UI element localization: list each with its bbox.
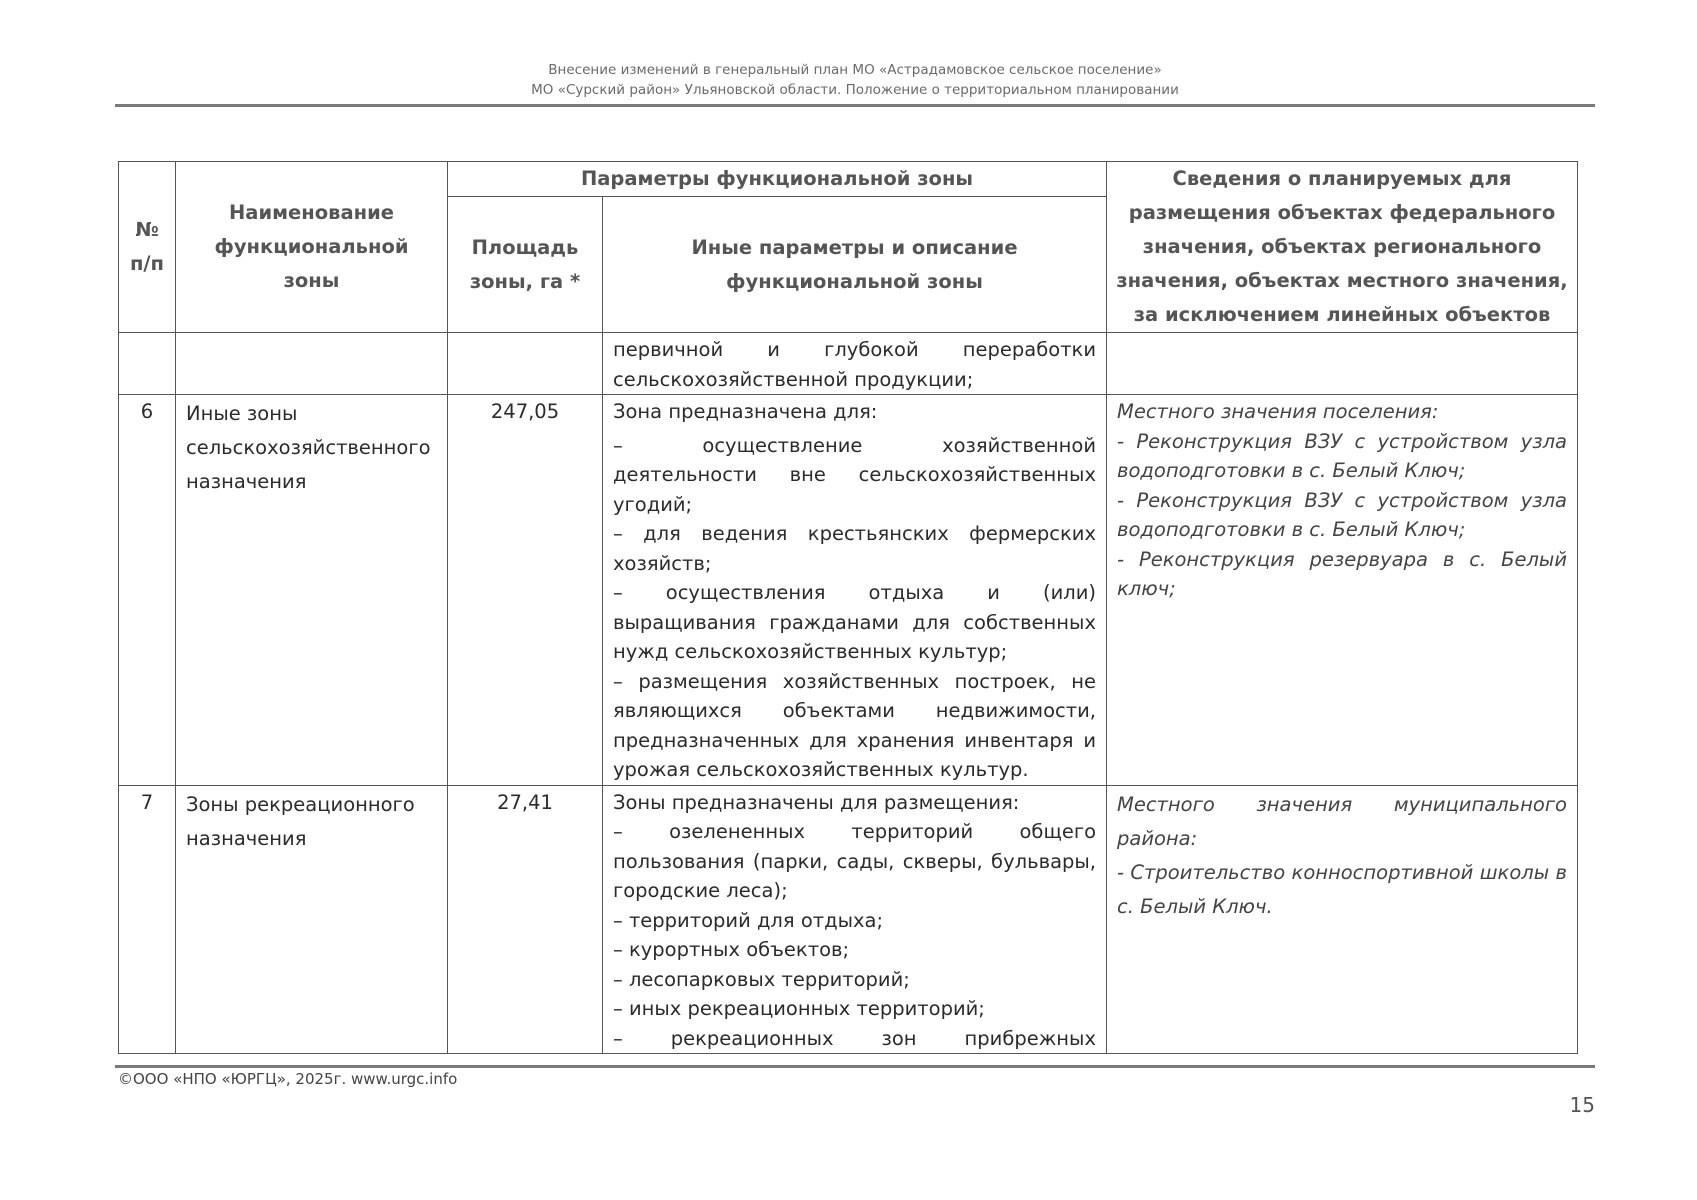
- objects-item: - Реконструкция резервуара в с. Белый ключ;: [1117, 547, 1567, 600]
- desc-line: сельскохозяйственной продукции;: [613, 367, 974, 391]
- cell-num: 7: [119, 785, 176, 1054]
- header-planned-objects: Сведения о планируемых для размещения объектах федерального значения, объектах регионального значения, объектах местного значения, за исключением линейных объектов: [1107, 162, 1578, 333]
- objects-item: - Реконструкция ВЗУ с устройством узла водоподготовки в с. Белый Ключ;: [1117, 429, 1567, 482]
- desc-item: – лесопарковых территорий;: [613, 967, 910, 991]
- cell-description: [603, 333, 1107, 395]
- table-row-continuation: [119, 333, 1578, 395]
- cell-name: Зоны рекреационного назначения: [176, 785, 448, 1054]
- cell-area: [448, 333, 603, 395]
- table-row: [119, 785, 1578, 1054]
- page-header: [115, 60, 1595, 100]
- header-divider: [115, 104, 1595, 107]
- cell-name: Иные зоны сельскохозяйственного назначения: [176, 395, 448, 786]
- cell-objects: [1107, 333, 1578, 395]
- desc-item: – размещения хозяйственных построек, не являющихся объектами недвижимости, предназначенных для хранения инвентаря и урожая сельскохозяйственных культур.: [613, 669, 1096, 781]
- cell-objects: [1107, 785, 1578, 1054]
- desc-item: – озелененных территорий общего пользования (парки, сады, скверы, бульвары, городские леса);: [613, 820, 1096, 902]
- functional-zones-table: [118, 161, 1578, 1054]
- header-params-group: Параметры функциональной зоны: [448, 162, 1107, 197]
- footer-divider: [115, 1065, 1595, 1068]
- objects-item: - Реконструкция ВЗУ с устройством узла водоподготовки в с. Белый Ключ;: [1117, 488, 1567, 541]
- header-zone-name: Наименование функциональной зоны: [176, 162, 448, 333]
- cell-name: [176, 333, 448, 395]
- header-other-params: Иные параметры и описание функциональной зоны: [603, 197, 1107, 333]
- cell-area: 27,41: [448, 785, 603, 1054]
- header-num: № п/п: [119, 162, 176, 333]
- table-header-row: [119, 162, 1578, 197]
- desc-line: первичной и глубокой переработки: [613, 338, 1096, 361]
- cell-objects: [1107, 395, 1578, 786]
- header-line-1: Внесение изменений в генеральный план МО «Астрадамовское сельское поселение»: [548, 62, 1162, 78]
- objects-intro: Местного значения муниципального района:: [1117, 792, 1567, 850]
- header-line-2: МО «Сурский район» Ульяновской области. Положение о территориальном планировании: [531, 82, 1179, 98]
- header-area: Площадь зоны, га *: [448, 197, 603, 333]
- desc-item: – для ведения крестьянских фермерских хозяйств;: [613, 522, 1096, 575]
- desc-item: – осуществление хозяйственной деятельности вне сельскохозяйственных угодий;: [613, 433, 1096, 516]
- desc-intro: Зона предназначена для:: [613, 400, 878, 423]
- cell-description: [603, 785, 1107, 1054]
- cell-num: 6: [119, 395, 176, 786]
- desc-item: – иных рекреационных территорий;: [613, 997, 985, 1020]
- copyright-text: ©ООО «НПО «ЮРГЦ», 2025г. www.urgc.info: [118, 1070, 458, 1088]
- desc-item: – осуществления отдыха и (или) выращивания гражданами для собственных нужд сельскохозяйственных культур;: [613, 581, 1096, 663]
- page-number: 15: [1569, 1093, 1595, 1117]
- cell-description: [603, 395, 1107, 786]
- desc-intro: Зоны предназначены для размещения:: [613, 790, 1020, 814]
- cell-area: 247,05: [448, 395, 603, 786]
- objects-intro: Местного значения поселения:: [1117, 400, 1439, 423]
- desc-item: – рекреационных зон прибрежных: [613, 1026, 1096, 1050]
- table-row: [119, 395, 1578, 786]
- objects-item: - Строительство конноспортивной школы в с. Белый Ключ.: [1117, 860, 1567, 918]
- desc-item: – курортных объектов;: [613, 938, 850, 961]
- cell-num: [119, 333, 176, 395]
- desc-item: – территорий для отдыха;: [613, 908, 884, 932]
